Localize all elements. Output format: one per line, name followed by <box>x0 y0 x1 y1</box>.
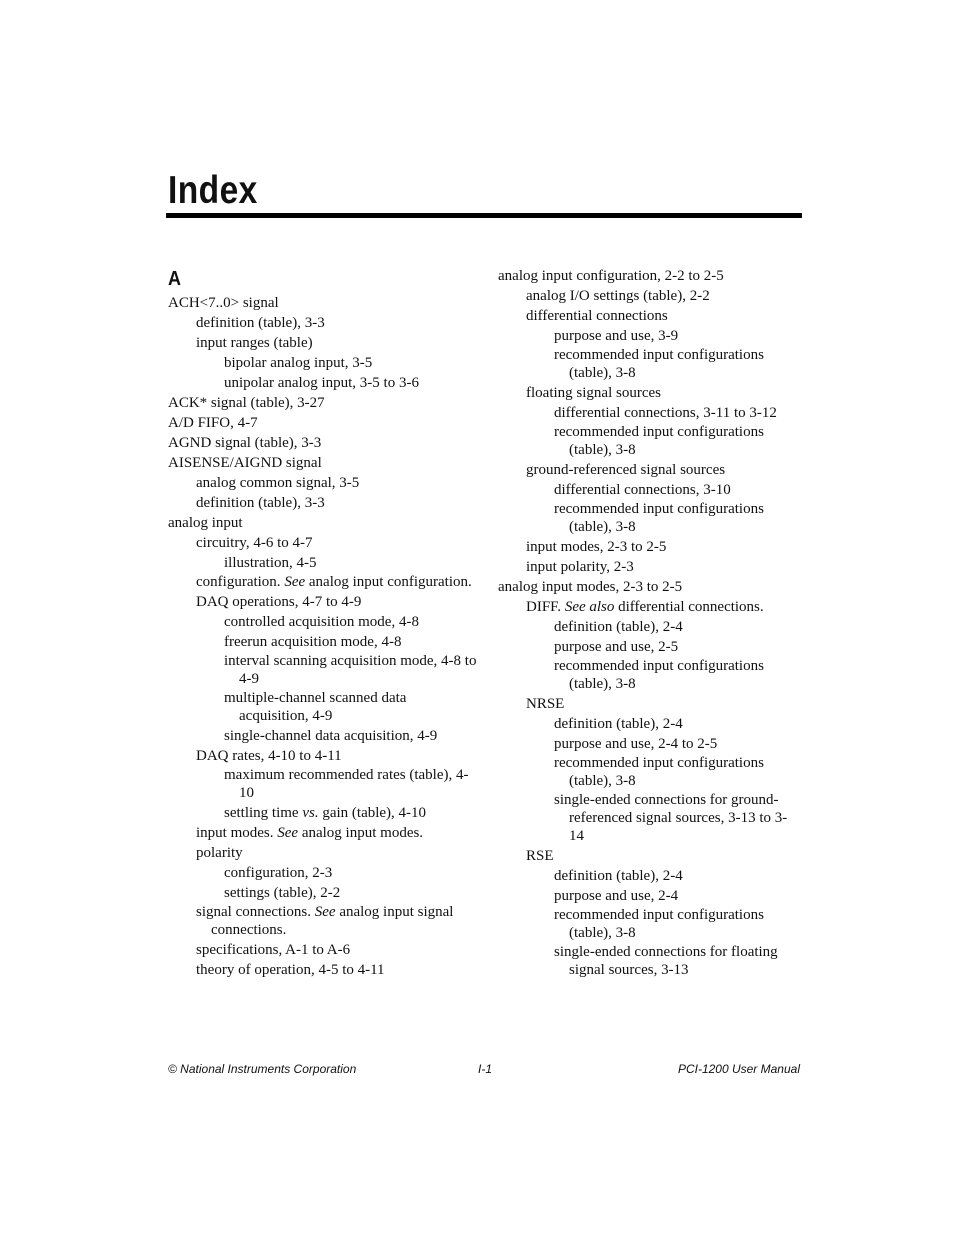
left-entries <box>168 293 478 980</box>
index-entry <box>554 657 798 694</box>
entry-text-tail: analog input signal connections. <box>211 904 454 938</box>
index-entry <box>196 823 478 843</box>
index-entry <box>526 537 798 557</box>
entry-text: purpose and use, 2-4 to 2-5 <box>554 736 718 752</box>
index-entry <box>498 577 798 597</box>
entry-text: maximum recommended rates (table), 4-10 <box>224 767 469 801</box>
entry-text: specifications, A-1 to A-6 <box>196 942 351 958</box>
entry-text: AISENSE/AIGND signal <box>168 455 322 471</box>
entry-text: NRSE <box>526 696 565 712</box>
index-entry <box>224 726 478 746</box>
entry-cross-reference: See also <box>564 599 615 615</box>
entry-text: input polarity, 2-3 <box>526 559 634 575</box>
entry-text: recommended input configurations (table), 3-8 <box>554 755 764 789</box>
entry-text: settings (table), 2-2 <box>224 885 341 901</box>
entry-text: recommended input configurations (table), 3-8 <box>554 501 764 535</box>
entry-text: analog common signal, 3-5 <box>196 475 360 491</box>
entry-text: controlled acquisition mode, 4-8 <box>224 614 419 630</box>
entry-text: definition (table), 2-4 <box>554 868 683 884</box>
entry-text: purpose and use, 2-5 <box>554 639 679 655</box>
entry-text: interval scanning acquisition mode, 4-8 to 4-9 <box>224 653 477 687</box>
index-entry <box>526 557 798 577</box>
entry-text: theory of operation, 4-5 to 4-11 <box>196 962 385 978</box>
index-entry <box>554 346 798 383</box>
entry-text: definition (table), 3-3 <box>196 495 325 511</box>
index-entry <box>168 433 478 453</box>
entry-text: ACK* signal (table), 3-27 <box>168 395 325 411</box>
entry-text: purpose and use, 3-9 <box>554 328 679 344</box>
index-entry <box>196 573 478 592</box>
index-entry <box>554 326 798 346</box>
entry-cross-reference: See <box>277 825 299 841</box>
index-entry <box>196 940 478 960</box>
right-entries <box>498 266 798 980</box>
index-entry <box>554 791 798 846</box>
index-entry <box>554 403 798 423</box>
index-entry <box>554 480 798 500</box>
index-entry <box>224 353 478 373</box>
index-entry <box>554 866 798 886</box>
index-entry <box>554 886 798 906</box>
index-entry <box>196 960 478 980</box>
index-entry <box>196 843 478 863</box>
entry-text: definition (table), 2-4 <box>554 619 683 635</box>
index-entry <box>526 694 798 714</box>
entry-text-tail: analog input configuration. <box>305 574 472 590</box>
entry-text: single-channel data acquisition, 4-9 <box>224 728 438 744</box>
index-entry <box>224 863 478 883</box>
title-rule <box>166 213 802 218</box>
entry-cross-reference: vs. <box>302 805 319 821</box>
index-entry <box>498 266 798 286</box>
entry-text: configuration. <box>196 574 285 590</box>
index-entry <box>196 533 478 553</box>
entry-text: input ranges (table) <box>196 335 313 351</box>
section-letter: A <box>168 268 182 290</box>
index-entry <box>554 714 798 734</box>
index-entry <box>224 632 478 652</box>
entry-text: definition (table), 3-3 <box>196 315 325 331</box>
entry-text: single-ended connections for floating signal sources, 3-13 <box>554 944 778 978</box>
entry-text: ACH<7..0> signal <box>168 295 279 311</box>
entry-cross-reference: See <box>284 574 306 590</box>
index-entry <box>554 500 798 537</box>
entry-text: circuitry, 4-6 to 4-7 <box>196 535 313 551</box>
entry-text: unipolar analog input, 3-5 to 3-6 <box>224 375 419 391</box>
index-entry <box>526 383 798 403</box>
index-entry <box>554 943 798 980</box>
entry-text: differential connections <box>526 308 668 324</box>
index-entry <box>554 906 798 943</box>
entry-text: illustration, 4-5 <box>224 555 317 571</box>
index-entry <box>526 846 798 866</box>
index-entry <box>224 612 478 632</box>
entry-text: ground-referenced signal sources <box>526 462 726 478</box>
footer-copyright: © National Instruments Corporation <box>168 1062 357 1076</box>
index-entry <box>196 746 478 766</box>
entry-text: analog input configuration, 2-2 to 2-5 <box>498 268 724 284</box>
index-entry <box>554 617 798 637</box>
index-entry <box>224 803 478 823</box>
index-entry <box>196 313 478 333</box>
index-entry <box>224 373 478 393</box>
index-entry <box>224 766 478 803</box>
entry-text: recommended input configurations (table), 3-8 <box>554 658 764 692</box>
index-entry <box>196 493 478 513</box>
entry-text: floating signal sources <box>526 385 661 401</box>
entry-text: analog I/O settings (table), 2-2 <box>526 288 710 304</box>
index-entry <box>224 883 478 903</box>
footer-page-number: I-1 <box>478 1062 493 1076</box>
entry-text: configuration, 2-3 <box>224 865 333 881</box>
entry-text: signal connections. <box>196 904 315 920</box>
index-entry <box>224 652 478 689</box>
entry-text: A/D FIFO, 4-7 <box>168 415 258 431</box>
index-entry <box>168 413 478 433</box>
index-entry <box>196 333 478 353</box>
entry-text: polarity <box>196 845 243 861</box>
entry-text: DAQ operations, 4-7 to 4-9 <box>196 594 362 610</box>
index-entry <box>224 689 478 726</box>
index-column-right <box>498 266 798 980</box>
entry-text: differential connections, 3-11 to 3-12 <box>554 405 777 421</box>
page-title: Index <box>168 169 258 212</box>
entry-text: differential connections, 3-10 <box>554 482 731 498</box>
entry-text: DIFF. <box>526 599 565 615</box>
entry-text: recommended input configurations (table), 3-8 <box>554 347 764 381</box>
index-entry <box>554 754 798 791</box>
index-entry <box>168 513 478 533</box>
index-column-left <box>168 266 478 980</box>
index-entry <box>526 306 798 326</box>
index-entry <box>196 592 478 612</box>
index-entry <box>196 473 478 493</box>
entry-text: definition (table), 2-4 <box>554 716 683 732</box>
index-entry <box>196 903 478 940</box>
entry-text: RSE <box>526 848 554 864</box>
entry-text: recommended input configurations (table), 3-8 <box>554 907 764 941</box>
entry-text: settling time <box>224 805 303 821</box>
entry-text: AGND signal (table), 3-3 <box>168 435 322 451</box>
index-entry <box>526 597 798 617</box>
entry-text: input modes, 2-3 to 2-5 <box>526 539 667 555</box>
entry-text: analog input modes, 2-3 to 2-5 <box>498 579 683 595</box>
entry-text: analog input <box>168 515 243 531</box>
index-entry <box>168 393 478 413</box>
index-entry <box>554 423 798 460</box>
footer-manual-title: PCI-1200 User Manual <box>677 1062 800 1076</box>
entry-text: multiple-channel scanned data acquisition, 4-9 <box>224 690 407 724</box>
index-entry <box>554 734 798 754</box>
entry-text: freerun acquisition mode, 4-8 <box>224 634 402 650</box>
entry-text-tail: gain (table), 4-10 <box>318 805 427 821</box>
index-entry <box>526 460 798 480</box>
index-entry <box>168 293 478 313</box>
entry-cross-reference: See <box>314 904 336 920</box>
index-entry <box>168 453 478 473</box>
index-entry <box>224 553 478 573</box>
entry-text: single-ended connections for ground-referenced signal sources, 3-13 to 3-14 <box>554 792 788 844</box>
entry-text-tail: differential connections. <box>614 599 764 615</box>
index-entry <box>526 286 798 306</box>
entry-text: purpose and use, 2-4 <box>554 888 679 904</box>
entry-text: input modes. <box>196 825 278 841</box>
entry-text: recommended input configurations (table), 3-8 <box>554 424 764 458</box>
entry-text-tail: analog input modes. <box>298 825 424 841</box>
index-entry <box>554 637 798 657</box>
entry-text: bipolar analog input, 3-5 <box>224 355 373 371</box>
entry-text: DAQ rates, 4-10 to 4-11 <box>196 748 342 764</box>
